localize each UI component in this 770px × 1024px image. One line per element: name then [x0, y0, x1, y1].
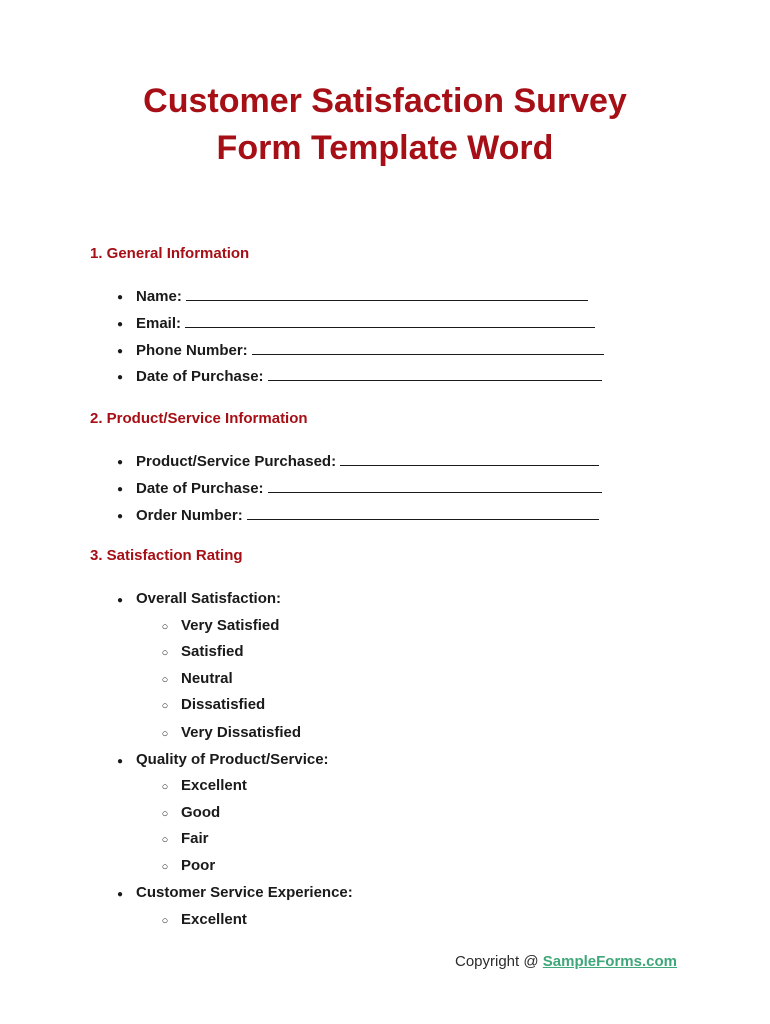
option-good[interactable]: [181, 804, 220, 822]
page-title-line-1: Customer Satisfaction Survey: [143, 82, 627, 120]
option-very-satisfied[interactable]: [181, 617, 279, 635]
order-number-blank-line[interactable]: [247, 506, 599, 520]
bullet-icon: [112, 590, 128, 610]
page-title-line-2: Form Template Word: [216, 129, 554, 167]
section-heading-product-service-information: 2. Product/Service Information: [90, 410, 308, 427]
field-label: Phone Number:: [136, 342, 248, 359]
bullet-icon: [112, 751, 128, 771]
phone-number-blank-line[interactable]: [252, 341, 604, 355]
list-item-quality-of-product-service: [136, 751, 329, 769]
list-item-name: [136, 287, 588, 305]
radio-circle-icon[interactable]: [157, 617, 173, 636]
option-label: Excellent: [181, 911, 247, 928]
option-excellent[interactable]: [181, 777, 247, 795]
field-label: Date of Purchase:: [136, 480, 264, 497]
section-heading-general-information: 1. General Information: [90, 245, 250, 262]
product-service-purchased-blank-line[interactable]: [340, 452, 599, 466]
date-of-purchase-blank-line[interactable]: [268, 479, 602, 493]
field-label: Order Number:: [136, 507, 243, 524]
bullet-icon: [112, 367, 128, 387]
section-heading-satisfaction-rating: 3. Satisfaction Rating: [90, 547, 243, 564]
option-label: Poor: [181, 857, 216, 874]
bullet-icon: [112, 479, 128, 499]
copyright-footer: [455, 953, 677, 971]
option-label: Neutral: [181, 670, 233, 687]
radio-circle-icon[interactable]: [157, 911, 173, 930]
field-label: Product/Service Purchased:: [136, 453, 337, 470]
list-item-date-of-purchase: [136, 367, 602, 385]
radio-circle-icon[interactable]: [157, 777, 173, 796]
field-label: Date of Purchase:: [136, 368, 264, 385]
radio-circle-icon[interactable]: [157, 643, 173, 662]
field-label: Email:: [136, 315, 182, 332]
list-item-overall-satisfaction: [136, 590, 281, 608]
bullet-icon: [112, 314, 128, 334]
list-item-phone-number: [136, 341, 604, 359]
option-label: Dissatisfied: [181, 696, 266, 713]
bullet-icon: [112, 452, 128, 472]
radio-circle-icon[interactable]: [157, 857, 173, 876]
date-of-purchase-blank-line[interactable]: [268, 367, 602, 381]
option-neutral[interactable]: [181, 670, 233, 688]
radio-circle-icon[interactable]: [157, 830, 173, 849]
radio-circle-icon[interactable]: [157, 724, 173, 743]
bullet-icon: [112, 341, 128, 361]
question-label: Customer Service Experience:: [136, 884, 353, 901]
option-satisfied[interactable]: [181, 643, 244, 661]
radio-circle-icon[interactable]: [157, 696, 173, 715]
list-item-email: [136, 314, 595, 332]
radio-circle-icon[interactable]: [157, 670, 173, 689]
bullet-icon: [112, 506, 128, 526]
radio-circle-icon[interactable]: [157, 804, 173, 823]
option-very-dissatisfied[interactable]: [181, 724, 301, 742]
email-blank-line[interactable]: [185, 314, 595, 328]
option-label: Good: [181, 804, 221, 821]
option-label: Very Dissatisfied: [181, 724, 302, 741]
option-label: Satisfied: [181, 643, 244, 660]
question-label: Quality of Product/Service:: [136, 751, 329, 768]
sampleforms-link[interactable]: SampleForms.com: [542, 953, 677, 970]
option-label: Excellent: [181, 777, 247, 794]
bullet-icon: [112, 287, 128, 307]
option-label: Very Satisfied: [181, 617, 280, 634]
field-label: Name:: [136, 288, 182, 305]
copyright-prefix: Copyright @: [455, 953, 543, 970]
option-fair[interactable]: [181, 830, 209, 848]
list-item-order-number: [136, 506, 599, 524]
option-excellent[interactable]: [181, 911, 247, 929]
page-title: [0, 78, 770, 172]
name-blank-line[interactable]: [186, 287, 588, 301]
option-label: Fair: [181, 830, 209, 847]
option-dissatisfied[interactable]: [181, 696, 265, 714]
list-item-product-service-purchased: [136, 452, 599, 470]
question-label: Overall Satisfaction:: [136, 590, 282, 607]
option-poor[interactable]: [181, 857, 215, 875]
list-item-date-of-purchase: [136, 479, 602, 497]
bullet-icon: [112, 884, 128, 904]
list-item-customer-service-experience: [136, 884, 353, 902]
